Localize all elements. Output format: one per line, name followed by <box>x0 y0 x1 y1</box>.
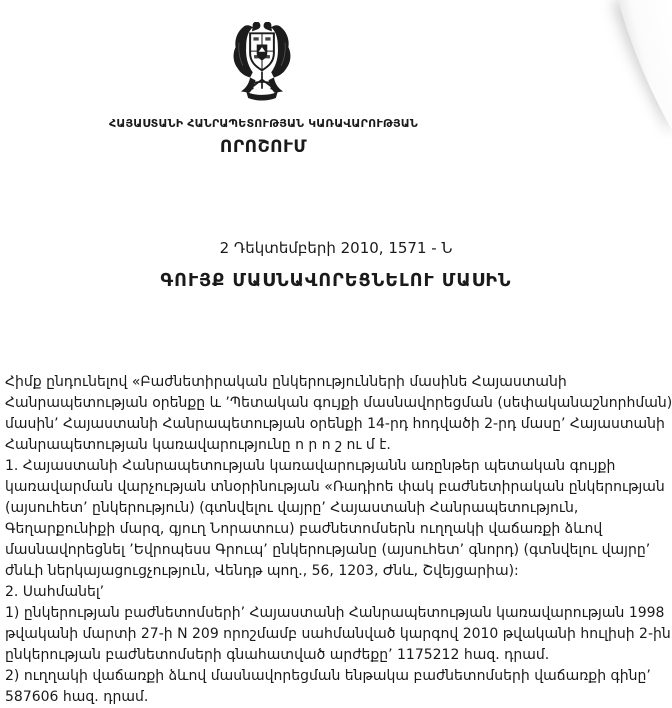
body-line: (այսուհետ’ ընկերություն) (գտնվելու վայրը’ Հայաստանի Հանրապետություն, <box>5 500 579 516</box>
body-line: 1) ընկերության բաժնետոմսերի’ Հայաստանի Հանրապետության կառավարության 1998 <box>5 605 665 621</box>
body-line: կառավարման վարչության տնօրինության «Ռադիոե փակ բաժնետիրական ընկերության <box>5 479 665 495</box>
body-line: ժնևի ներկայացուցչություն, Վենդթ պող., 56, 1203, Ժնև, Շվեյցարիա): <box>5 563 519 579</box>
body-line: 587606 հազ. դրամ. <box>5 689 149 705</box>
body-line: Հիմք ընդունելով «Բաժնետիրական ընկերությունների մասինե Հայաստանի <box>5 374 567 390</box>
body-line: 1. Հայաստանի Հանրապետության կառավարությանն առընթեր պետական գույքի <box>5 458 616 474</box>
body-line: մասին’ Հայաստանի Հանրապետության օրենքի 14-րդ հոդվածի 2-րդ մասը’ Հայաստանի <box>5 416 665 432</box>
coat-of-arms <box>229 22 295 108</box>
body-line: 2. Սահմանել’ <box>5 584 105 600</box>
page-curl-icon <box>572 0 672 160</box>
decision-date: 2 Դեկտեմբերի 2010, 1571 - Ն <box>219 239 453 257</box>
body-line: ընկերության բաժնետոմսերի գնահատված արժեքը’ 1175212 հազ. դրամ. <box>5 647 550 663</box>
body-line: Գեղարքունիքի մարզ, գյուղ Նորատուս) բաժնետոմսերն ուղղակի վաճառքի ձևով <box>5 521 603 537</box>
page-curl-decoration <box>572 0 672 160</box>
body-line: թվականի մարտի 27-ի N 209 որոշմամբ սահմանված կարգով 2010 թվականի հուլիսի 2-ին <box>5 626 671 642</box>
document-body <box>5 372 672 708</box>
body-line: 2) ուղղակի վաճառքի ձևով մասնավորեցման ենթակա բաժնետոմսերի վաճառքի գինը’ <box>5 668 651 684</box>
government-name: ՀԱՅԱՍՏԱՆԻ ՀԱՆՐԱՊԵՏՈՒԹՅԱՆ ԿԱՌԱՎԱՐՈՒԹՅԱՆ <box>109 117 418 130</box>
body-line: մասնավորեցնել ’Եվրոպեսս Գրուպ’ ընկերությանը (այսուհետ’ գնորդ) (գտնվելու վայրը’ <box>5 542 651 558</box>
armenia-coat-of-arms-icon <box>229 22 295 108</box>
body-line: Հանրապետության կառավարությունը ո ր ո շ ու մ է. <box>5 437 391 453</box>
decision-heading: ՈՐՈՇՈՒՄ <box>219 137 308 157</box>
document-title: ԳՈՒՅՔ ՄԱՍՆԱՎՈՐԵՑՆԵԼՈՒ ՄԱՍԻՆ <box>160 271 512 291</box>
body-line: Հանրապետության օրենքը և ’Պետական գույքի մասնավորեցման (սեփականաշնորհման) <box>5 395 672 411</box>
